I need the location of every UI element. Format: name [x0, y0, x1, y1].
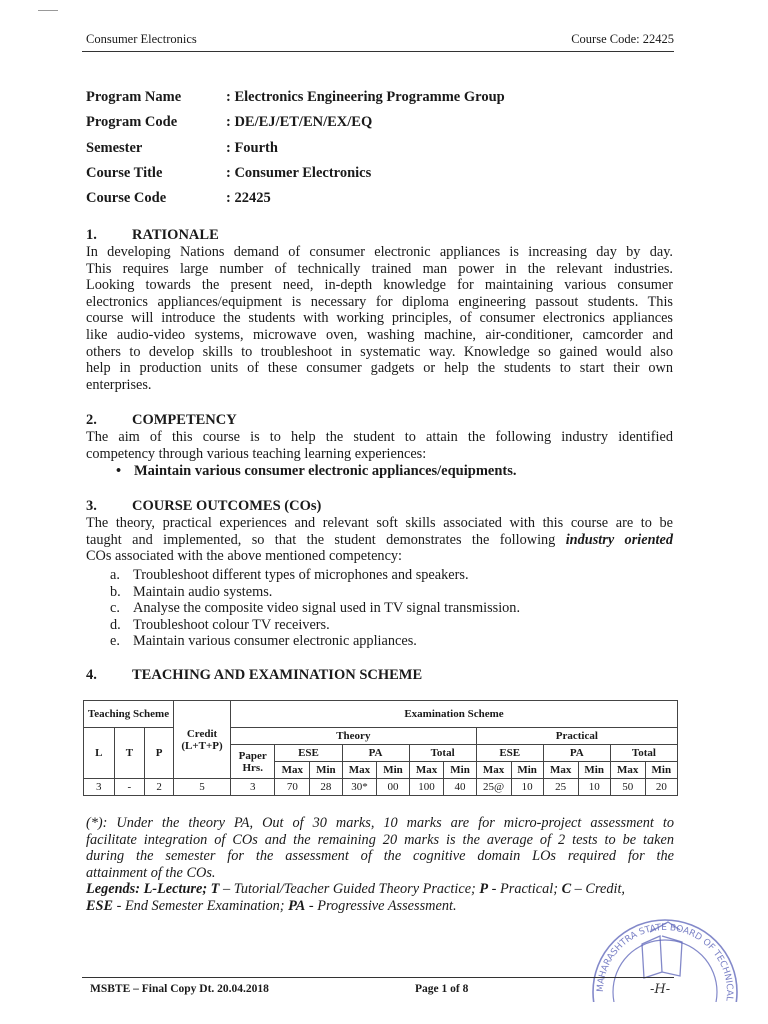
header-course-code: Course Code: 22425 [571, 32, 674, 46]
paper-hrs-header: Paper Hrs. [231, 745, 275, 779]
theory-header: Theory [231, 728, 477, 745]
credit-header: Credit (L+T+P) [174, 701, 231, 779]
max-header: Max [543, 762, 578, 779]
section-outcomes-heading: 3. COURSE OUTCOMES (COs) [86, 498, 322, 514]
info-row-program-name: Program Name : Electronics Engineering Programme Group [86, 89, 505, 106]
info-row-semester: Semester : Fourth [86, 139, 278, 156]
section-rationale-heading: 1. RATIONALE [86, 227, 219, 243]
outcome-item: e. Maintain various consumer electronic appliances. [110, 633, 417, 650]
table-cell: 00 [377, 779, 409, 796]
table-cell: 70 [275, 779, 310, 796]
min-header: Min [377, 762, 409, 779]
program-info [86, 85, 505, 211]
table-cell: 40 [444, 779, 476, 796]
info-row-course-title: Course Title : Consumer Electronics [86, 165, 372, 182]
competency-bullet: • Maintain various consumer electronic appliances/equipments. [116, 463, 517, 479]
min-header: Min [310, 762, 342, 779]
teaching-exam-scheme-table [83, 700, 678, 796]
table-cell: 25 [543, 779, 578, 796]
rationale-paragraph: In developing Nations demand of consumer electronic appliances is increasing day by day. This requires large number of technically trained man power in the relevant industries. Looking towards the present need, in-depth knowledge for maintaining various consumer electronics appliances/equipment is necessary for diploma engineering passout students. This course will introduce the students with working principles, of consumer electronics appliances like audio-video systems, microwave oven, washing machine, air-conditioner, camcorder and others to develop skills to troubleshoot in systematic way. Knowledge so gained would also help in production units of these consumer gadgets or help the students to start their own enterprises. [86, 244, 673, 393]
max-header: Max [610, 762, 645, 779]
min-header: Min [444, 762, 476, 779]
competency-paragraph: The aim of this course is to help the student to attain the following industry identified competency through various teaching learning experiences: [86, 429, 673, 462]
info-row-program-code: Program Code : DE/EJ/ET/EN/EX/EQ [86, 114, 373, 131]
signature: -H- [650, 982, 671, 997]
practical-header: Practical [476, 728, 677, 745]
legends-line: Legends: L-Lecture; T – Tutorial/Teacher Guided Theory Practice; P - Practical; C – Credit, [86, 881, 625, 897]
outcome-item: b. Maintain audio systems. [110, 583, 273, 600]
col-p: P [145, 728, 174, 779]
footer-rule [82, 977, 674, 978]
practical-total-header: Total [610, 745, 677, 762]
table-row [84, 779, 678, 796]
min-header: Min [511, 762, 543, 779]
table-cell: 5 [174, 779, 231, 796]
table-cell: 25@ [476, 779, 511, 796]
outcome-item: d. Troubleshoot colour TV receivers. [110, 616, 330, 633]
col-t: T [114, 728, 145, 779]
footer-page-number: Page 1 of 8 [415, 983, 469, 995]
col-l: L [84, 728, 115, 779]
exam-scheme-header: Examination Scheme [231, 701, 678, 728]
practical-ese-header: ESE [476, 745, 543, 762]
table-cell: 30* [342, 779, 377, 796]
svg-text:MAHARASHTRA STATE BOARD OF TEC: MAHARASHTRA STATE BOARD OF TECHNICAL [595, 922, 735, 1002]
table-cell: 3 [231, 779, 275, 796]
assessment-note: (*): Under the theory PA, Out of 30 marks, 10 marks are for micro-project assessment to facilitate integration of COs and the remaining 20 marks is the average of 2 tests to be taken during the semester for the assessment of the cognitive domain LOs required for the attainment of the COs. Legends: L-Lecture; T – Tutorial/Teacher Guided Theory Practice; P - Practical; C – Credit, ESE - End Semester Examination; PA - Progressive Assessment. [86, 815, 674, 914]
max-header: Max [342, 762, 377, 779]
theory-pa-header: PA [342, 745, 409, 762]
bullet-dot-icon: • [116, 463, 122, 479]
max-header: Max [476, 762, 511, 779]
table-cell: 28 [310, 779, 342, 796]
min-header: Min [645, 762, 677, 779]
teaching-scheme-header: Teaching Scheme [84, 701, 174, 728]
section-competency-heading: 2. COMPETENCY [86, 412, 237, 428]
header-rule [82, 51, 674, 52]
table-cell: - [114, 779, 145, 796]
theory-ese-header: ESE [275, 745, 342, 762]
outcome-item: a. Troubleshoot different types of microphones and speakers. [110, 567, 469, 583]
outcome-item: c. Analyse the composite video signal used in TV signal transmission. [110, 600, 521, 617]
table-cell: 3 [84, 779, 115, 796]
info-row-course-code: Course Code : 22425 [86, 190, 271, 207]
footer-left: MSBTE – Final Copy Dt. 20.04.2018 [90, 983, 269, 995]
min-header: Min [578, 762, 610, 779]
header-course-name: Consumer Electronics [86, 32, 197, 46]
legends-line-2: ESE - End Semester Examination; PA - Progressive Assessment. [86, 897, 457, 914]
table-cell: 50 [610, 779, 645, 796]
board-seal-stamp [590, 892, 740, 1002]
table-cell: 20 [645, 779, 677, 796]
theory-total-header: Total [409, 745, 476, 762]
max-header: Max [409, 762, 444, 779]
table-cell: 100 [409, 779, 444, 796]
scan-mark [38, 10, 58, 11]
outcomes-paragraph: The theory, practical experiences and relevant soft skills associated with this course are to be taught and implemented, so that the student demonstrates the following industry oriented COs associated with the above mentioned competency: [86, 515, 673, 565]
practical-pa-header: PA [543, 745, 610, 762]
section-scheme-heading: 4. TEACHING AND EXAMINATION SCHEME [86, 667, 423, 683]
outcomes-list [110, 567, 520, 650]
table-cell: 2 [145, 779, 174, 796]
table-cell: 10 [511, 779, 543, 796]
table-cell: 10 [578, 779, 610, 796]
max-header: Max [275, 762, 310, 779]
page-header [86, 32, 674, 47]
